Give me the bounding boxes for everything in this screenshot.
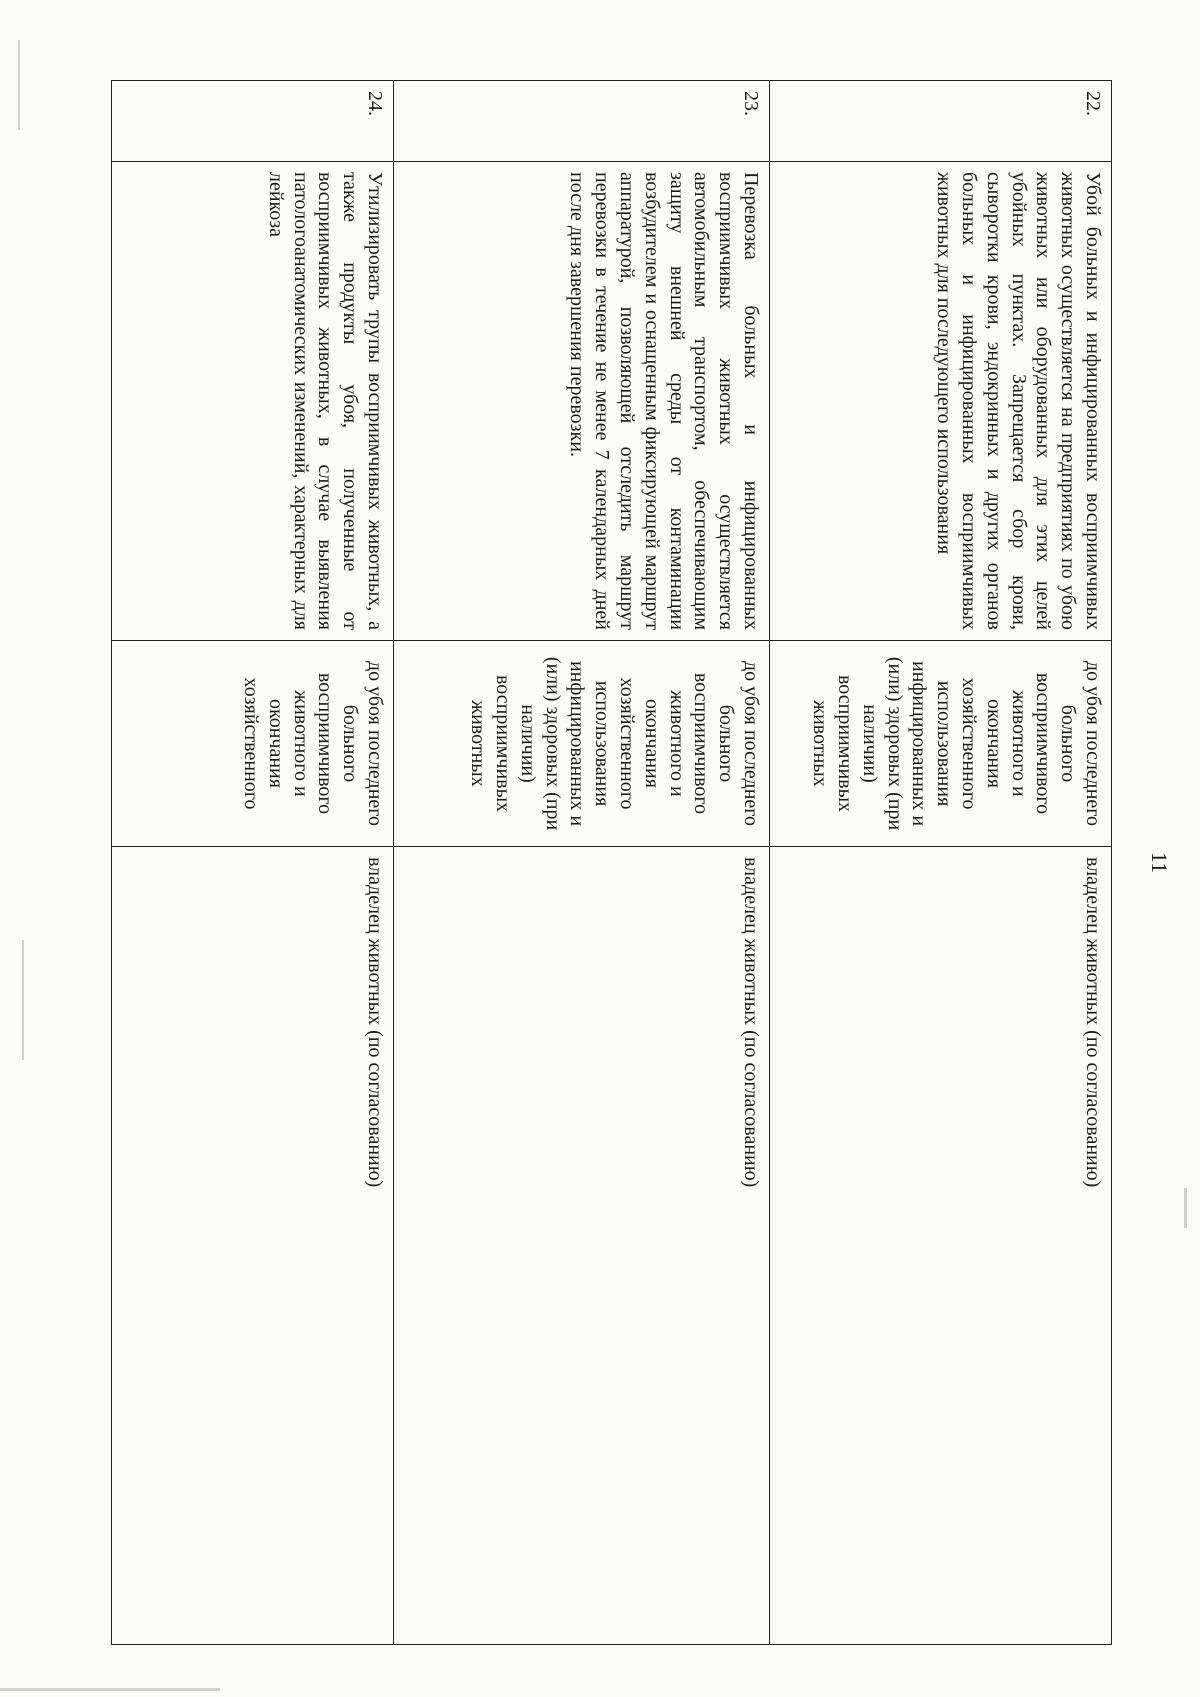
measure-text: Утилизировать трупы восприимчивых животных, а также продукты убоя, полученные от восприимчивых животных, в случае выявления патологоанатомических изменений, характерных для лейкоза (112, 162, 394, 641)
deadline-text: до убоя последнего больного восприимчивого животного и окончания хозяйственного (112, 641, 394, 847)
row-number: 24. (112, 81, 394, 162)
table-row (394, 81, 770, 1645)
rotated-content (112, 80, 1172, 1645)
responsible-text: владелец животных (по согласованию) (394, 847, 770, 1645)
measures-table (111, 80, 1112, 1645)
scan-edge-mark (0, 1688, 220, 1691)
responsible-text: владелец животных (по согласованию) (112, 847, 394, 1645)
scan-edge-mark (1184, 1188, 1187, 1228)
table-row (770, 81, 1112, 1645)
responsible-text: владелец животных (по согласованию) (770, 847, 1112, 1645)
deadline-text: до убоя последнего больного восприимчивого животного и окончания хозяйственного использования инфицированных и (или) здоровых (при наличии) восприимчивых животных (394, 641, 770, 847)
row-number: 23. (394, 81, 770, 162)
row-number: 22. (770, 81, 1112, 162)
measure-text: Убой больных и инфицированных восприимчивых животных осуществляется на предприятиях по убою животных или оборудованных для этих целей убойных пунктах. Запрещается сбор крови, сыворотки крови, эндокринных и других органов больных и инфицированных восприимчивых животных для последующего использования (770, 162, 1112, 641)
measure-text: Перевозка больных и инфицированных восприимчивых животных осуществляется автомобильным транспортом, обеспечивающим защиту внешней среды от контаминации возбудителем и оснащенным фиксирующей маршрут аппаратурой, позволяющей отследить маршрут перевозки в течение не менее 7 календарных дней после дня завершения перевозки. (394, 162, 770, 641)
table-row (112, 81, 394, 1645)
scan-edge-mark (18, 40, 20, 130)
deadline-text: до убоя последнего больного восприимчивого животного и окончания хозяйственного использования инфицированных и (или) здоровых (при наличии) восприимчивых животных (770, 641, 1112, 847)
page-number: 11 (1147, 851, 1172, 874)
scan-edge-mark (22, 940, 24, 1060)
